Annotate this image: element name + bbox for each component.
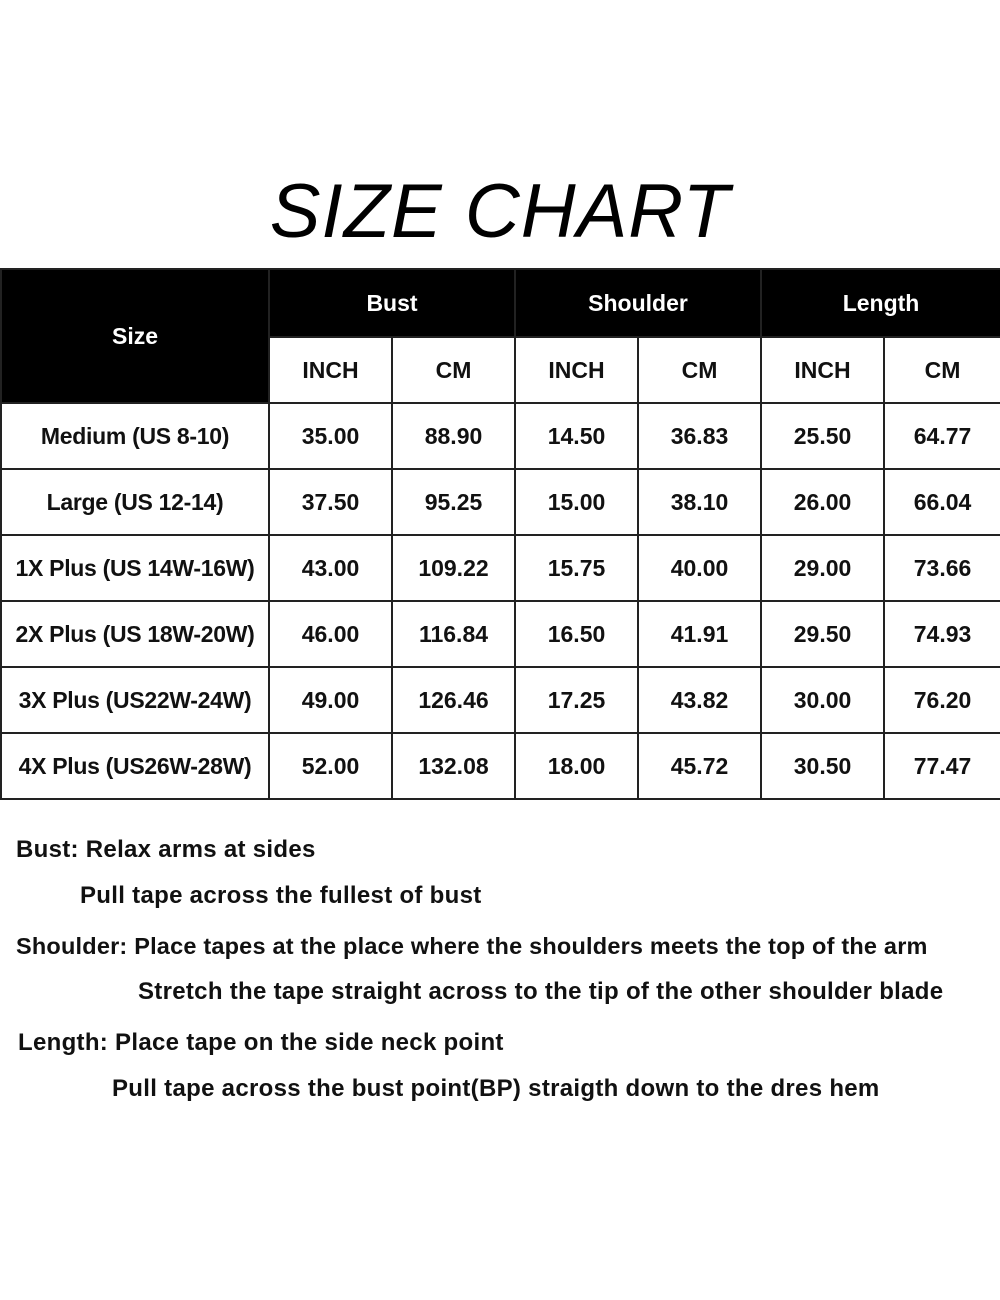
shoulder-cm-cell: 41.91 bbox=[638, 601, 761, 667]
length-inch-cell: 30.50 bbox=[761, 733, 884, 799]
table-row bbox=[1, 601, 1000, 667]
shoulder-inch-cell: 17.25 bbox=[515, 667, 638, 733]
bust-cm-cell: 95.25 bbox=[392, 469, 515, 535]
shoulder-note-line-1: Shoulder: Place tapes at the place where the shoulders meets the top of the arm bbox=[16, 933, 928, 959]
shoulder-cm-cell: 43.82 bbox=[638, 667, 761, 733]
size-name-cell: Medium (US 8-10) bbox=[1, 403, 269, 469]
length-header: Length bbox=[761, 269, 1000, 337]
page-title: SIZE CHART bbox=[269, 169, 731, 254]
size-name-cell: 3X Plus (US22W-24W) bbox=[1, 667, 269, 733]
table-row bbox=[1, 403, 1000, 469]
unit-header: INCH bbox=[761, 337, 884, 403]
length-inch-cell: 25.50 bbox=[761, 403, 884, 469]
length-cm-cell: 73.66 bbox=[884, 535, 1000, 601]
bust-inch-cell: 37.50 bbox=[269, 469, 392, 535]
bust-inch-cell: 49.00 bbox=[269, 667, 392, 733]
shoulder-cm-cell: 45.72 bbox=[638, 733, 761, 799]
header-row-groups bbox=[1, 269, 1000, 337]
length-cm-cell: 74.93 bbox=[884, 601, 1000, 667]
size-table bbox=[0, 268, 1000, 800]
bust-cm-cell: 109.22 bbox=[392, 535, 515, 601]
length-cm-cell: 64.77 bbox=[884, 403, 1000, 469]
size-column-header: Size bbox=[1, 269, 269, 403]
bust-cm-cell: 88.90 bbox=[392, 403, 515, 469]
unit-header: CM bbox=[884, 337, 1000, 403]
shoulder-cm-cell: 38.10 bbox=[638, 469, 761, 535]
length-cm-cell: 76.20 bbox=[884, 667, 1000, 733]
table-row bbox=[1, 667, 1000, 733]
table-row bbox=[1, 535, 1000, 601]
bust-inch-cell: 46.00 bbox=[269, 601, 392, 667]
unit-header: INCH bbox=[515, 337, 638, 403]
shoulder-cm-cell: 40.00 bbox=[638, 535, 761, 601]
table-row bbox=[1, 733, 1000, 799]
bust-inch-cell: 35.00 bbox=[269, 403, 392, 469]
length-cm-cell: 66.04 bbox=[884, 469, 1000, 535]
length-note-line-1: Length: Place tape on the side neck point bbox=[18, 1029, 504, 1056]
bust-inch-cell: 52.00 bbox=[269, 733, 392, 799]
unit-header: CM bbox=[392, 337, 515, 403]
bust-note-line-1: Bust: Relax arms at sides bbox=[16, 836, 316, 863]
shoulder-inch-cell: 15.75 bbox=[515, 535, 638, 601]
length-inch-cell: 30.00 bbox=[761, 667, 884, 733]
length-note-line-2: Pull tape across the bust point(BP) straigth down to the dres hem bbox=[112, 1075, 880, 1102]
shoulder-note-line-2: Stretch the tape straight across to the tip of the other shoulder blade bbox=[138, 978, 944, 1005]
size-name-cell: 1X Plus (US 14W-16W) bbox=[1, 535, 269, 601]
length-inch-cell: 29.00 bbox=[761, 535, 884, 601]
bust-cm-cell: 126.46 bbox=[392, 667, 515, 733]
bust-inch-cell: 43.00 bbox=[269, 535, 392, 601]
bust-note-line-2: Pull tape across the fullest of bust bbox=[80, 882, 482, 909]
unit-header: CM bbox=[638, 337, 761, 403]
table-row bbox=[1, 469, 1000, 535]
length-inch-cell: 26.00 bbox=[761, 469, 884, 535]
bust-cm-cell: 116.84 bbox=[392, 601, 515, 667]
size-name-cell: 4X Plus (US26W-28W) bbox=[1, 733, 269, 799]
length-cm-cell: 77.47 bbox=[884, 733, 1000, 799]
shoulder-inch-cell: 14.50 bbox=[515, 403, 638, 469]
shoulder-inch-cell: 15.00 bbox=[515, 469, 638, 535]
bust-cm-cell: 132.08 bbox=[392, 733, 515, 799]
shoulder-inch-cell: 18.00 bbox=[515, 733, 638, 799]
shoulder-cm-cell: 36.83 bbox=[638, 403, 761, 469]
size-name-cell: Large (US 12-14) bbox=[1, 469, 269, 535]
shoulder-inch-cell: 16.50 bbox=[515, 601, 638, 667]
unit-header: INCH bbox=[269, 337, 392, 403]
length-inch-cell: 29.50 bbox=[761, 601, 884, 667]
size-name-cell: 2X Plus (US 18W-20W) bbox=[1, 601, 269, 667]
shoulder-header: Shoulder bbox=[515, 269, 761, 337]
bust-header: Bust bbox=[269, 269, 515, 337]
